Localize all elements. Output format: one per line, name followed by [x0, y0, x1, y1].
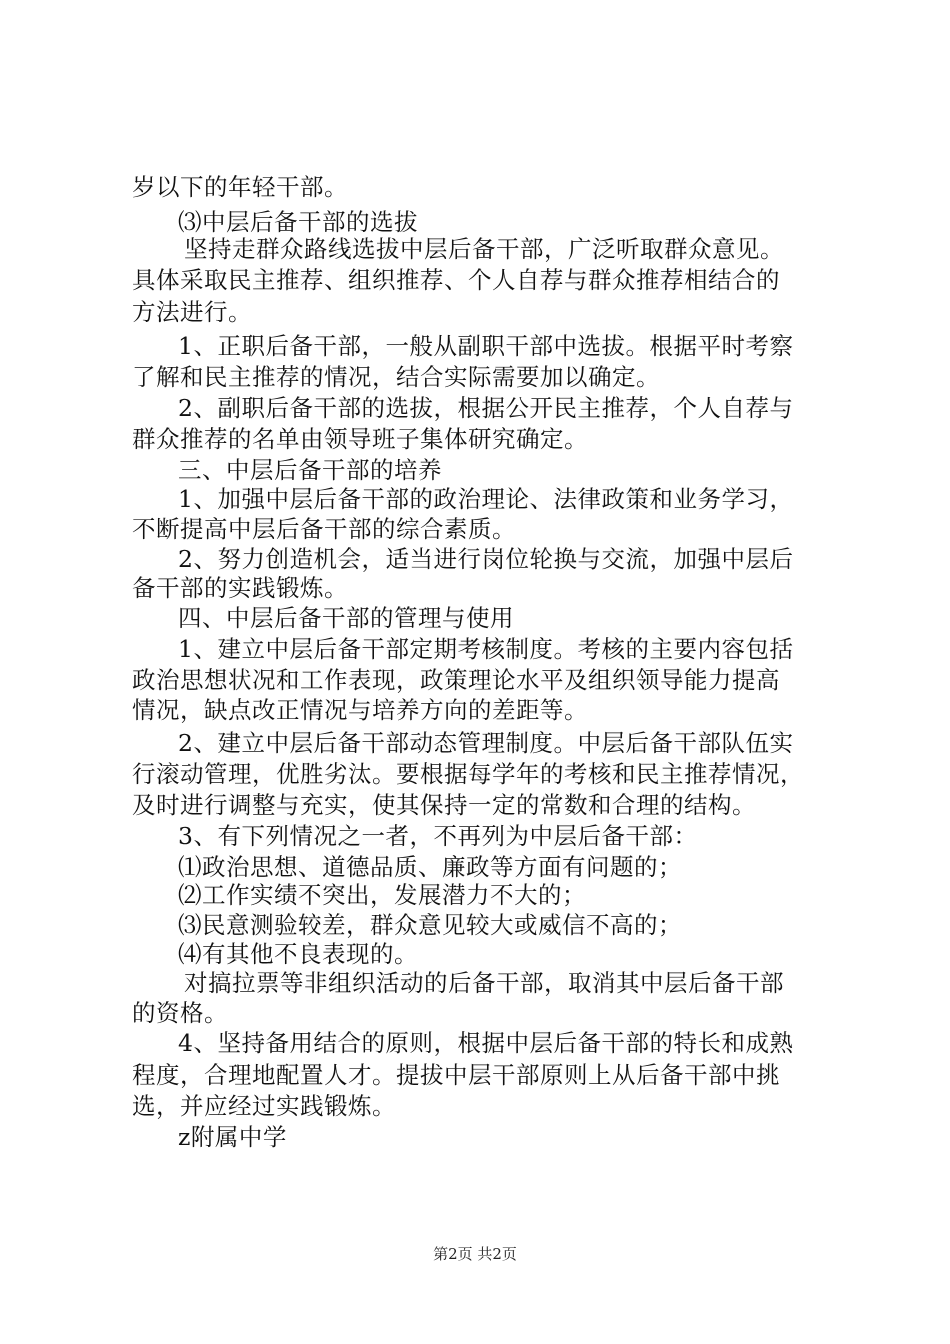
text-line: 2、副职后备干部的选拔，根据公开民主推荐，个人自荐与 [178, 394, 794, 422]
text-line: 1、加强中层后备干部的政治理论、法律政策和业务学习， [178, 485, 794, 513]
text-line: 坚持走群众路线选拔中层后备干部，广泛听取群众意见。 [184, 235, 784, 263]
text-line: 1、正职后备干部，一般从副职干部中选拔。根据平时考察 [178, 332, 794, 360]
text-line: 2、努力创造机会，适当进行岗位轮换与交流，加强中层后 [178, 545, 794, 573]
text-line: 了解和民主推荐的情况，结合实际需要加以确定。 [132, 363, 660, 391]
text-line: 2、建立中层后备干部动态管理制度。中层后备干部队伍实 [178, 729, 794, 757]
list-item: ⑴政治思想、道德品质、廉政等方面有问题的； [178, 853, 682, 881]
text-line: 情况，缺点改正情况与培养方向的差距等。 [132, 696, 588, 724]
page-footer: 第2页 共2页 [433, 1245, 517, 1263]
text-line: 方法进行。 [132, 298, 252, 326]
text-line: 政治思想状况和工作表现，政策理论水平及组织领导能力提高 [132, 666, 780, 694]
text-line: 4、坚持备用结合的原则，根据中层后备干部的特长和成熟 [178, 1029, 794, 1057]
text-line: 具体采取民主推荐、组织推荐、个人自荐与群众推荐相结合的 [132, 266, 780, 294]
list-item: ⑷有其他不良表现的。 [178, 940, 418, 968]
text-line: 岁以下的年轻干部。 [132, 173, 348, 201]
text-line: 程度，合理地配置人才。提拔中层干部原则上从后备干部中挑 [132, 1061, 780, 1089]
text-line: 群众推荐的名单由领导班子集体研究确定。 [132, 425, 588, 453]
text-line: 1、建立中层后备干部定期考核制度。考核的主要内容包括 [178, 635, 794, 663]
signature-line: z附属中学 [178, 1123, 287, 1151]
text-line: 行滚动管理，优胜劣汰。要根据每学年的考核和民主推荐情况， [132, 760, 804, 788]
text-line: 备干部的实践锻炼。 [132, 574, 348, 602]
section-heading: 三、中层后备干部的培养 [178, 456, 442, 484]
text-line: 不断提高中层后备干部的综合素质。 [132, 515, 516, 543]
text-line: 对搞拉票等非组织活动的后备干部，取消其中层后备干部 [184, 969, 784, 997]
section-heading: ⑶中层后备干部的选拔 [178, 208, 418, 236]
text-line: 的资格。 [132, 999, 228, 1027]
section-heading: 四、中层后备干部的管理与使用 [178, 604, 514, 632]
text-line: 及时进行调整与充实，使其保持一定的常数和合理的结构。 [132, 791, 756, 819]
text-line: 选，并应经过实践锻炼。 [132, 1092, 396, 1120]
list-item: ⑶民意测验较差，群众意见较大或威信不高的； [178, 911, 682, 939]
list-item: ⑵工作实绩不突出，发展潜力不大的； [178, 881, 586, 909]
text-line: 3、有下列情况之一者，不再列为中层后备干部： [178, 822, 698, 850]
